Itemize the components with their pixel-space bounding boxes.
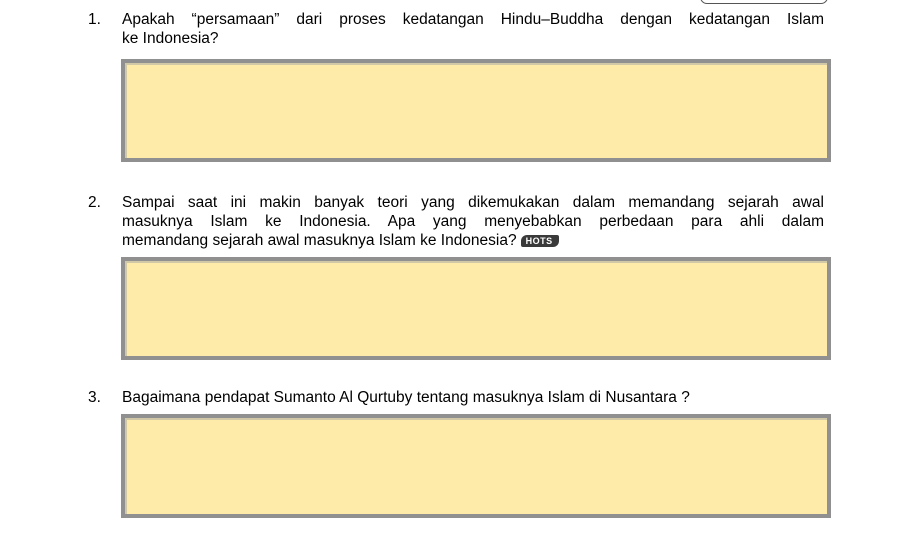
question-line: Sampai saat ini makin banyak teori yang dikemukakan dalam memandang sejarah awal bbox=[122, 194, 824, 211]
question-number: 1. bbox=[88, 11, 101, 28]
answer-box-3[interactable] bbox=[121, 414, 831, 518]
page-corner-tab bbox=[700, 0, 828, 4]
question-line: Bagaimana pendapat Sumanto Al Qurtuby tentang masuknya Islam di Nusantara ? bbox=[122, 389, 690, 406]
answer-box-2[interactable] bbox=[121, 257, 831, 360]
hots-badge: HOTS bbox=[521, 235, 559, 247]
question-line-with-badge bbox=[122, 231, 824, 250]
question-line: memandang sejarah awal masuknya Islam ke Indonesia? bbox=[122, 232, 517, 249]
question-line: masuknya Islam ke Indonesia. Apa yang menyebabkan perbedaan para ahli dalam bbox=[122, 213, 824, 230]
question-1 bbox=[88, 10, 828, 48]
question-2 bbox=[88, 193, 828, 250]
answer-box-1[interactable] bbox=[121, 59, 831, 162]
question-text bbox=[122, 10, 824, 48]
question-line: ke Indonesia? bbox=[122, 30, 219, 47]
question-text bbox=[122, 388, 824, 407]
question-number: 2. bbox=[88, 194, 101, 211]
question-text bbox=[122, 193, 824, 250]
question-3 bbox=[88, 388, 828, 407]
question-line: Apakah “persamaan” dari proses kedatangan Hindu–Buddha dengan kedatangan Islam bbox=[122, 11, 824, 28]
question-number: 3. bbox=[88, 389, 101, 406]
